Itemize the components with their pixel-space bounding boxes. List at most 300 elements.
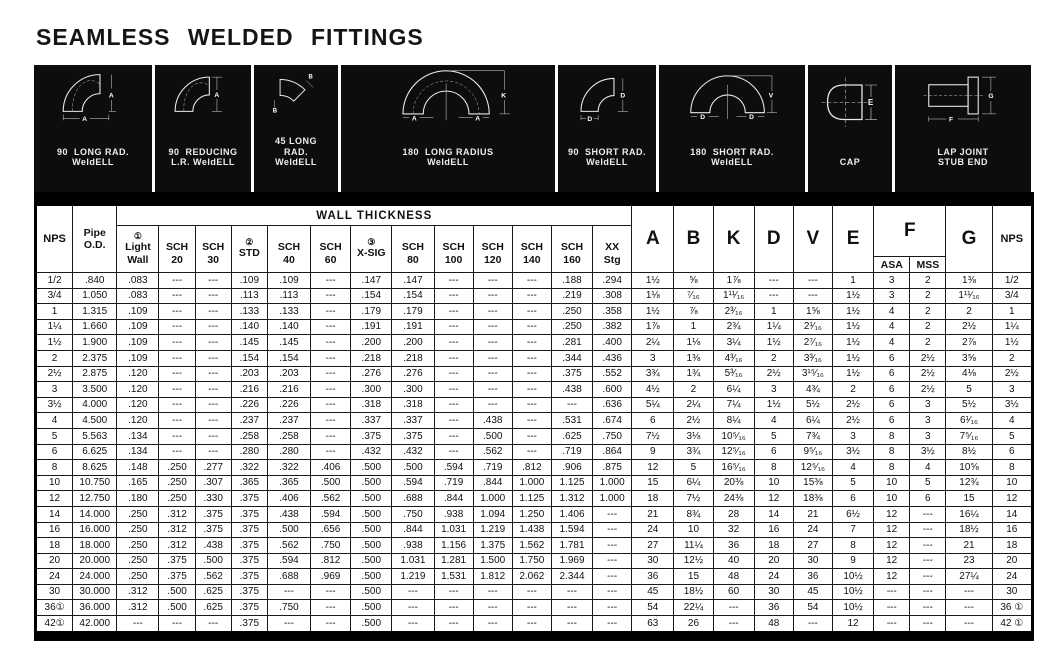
- table-cell: ---: [874, 584, 910, 600]
- table-cell: ---: [754, 273, 793, 289]
- table-cell: 4: [992, 413, 1032, 429]
- table-cell: 2.375: [73, 350, 117, 366]
- table-cell: 1: [832, 273, 873, 289]
- table-cell: .216: [231, 382, 267, 398]
- table-cell: .400: [593, 335, 632, 351]
- table-cell: .625: [195, 600, 231, 616]
- table-cell: .375: [159, 569, 195, 585]
- table-cell: 18: [632, 491, 674, 507]
- table-cell: 7: [832, 522, 873, 538]
- table-row: [36, 475, 1033, 491]
- table-cell: 2: [910, 319, 946, 335]
- table-body: [36, 273, 1033, 636]
- table-row: [36, 350, 1033, 366]
- table-cell: 45: [632, 584, 674, 600]
- table-cell: 12: [754, 491, 793, 507]
- table-cell: ---: [593, 616, 632, 636]
- table-cell: ---: [159, 273, 195, 289]
- table-cell: .906: [551, 460, 592, 476]
- table-cell: .750: [267, 600, 310, 616]
- table-cell: ---: [512, 335, 551, 351]
- table-cell: .154: [351, 288, 392, 304]
- table-cell: .674: [593, 413, 632, 429]
- table-cell: 8½: [946, 444, 992, 460]
- col-header-e: E: [832, 199, 873, 273]
- table-cell: 3⅛: [674, 428, 713, 444]
- table-cell: ---: [195, 288, 231, 304]
- elbow-90-long-radius-icon: [37, 67, 149, 125]
- dim-label: A: [82, 115, 88, 123]
- table-cell: ---: [910, 600, 946, 616]
- table-cell: .109: [117, 350, 159, 366]
- table-cell: 6¼: [793, 413, 832, 429]
- table-cell: ---: [473, 319, 512, 335]
- table-cell: 2⅞: [946, 335, 992, 351]
- table-cell: 48: [754, 616, 793, 636]
- table-cell: .840: [73, 273, 117, 289]
- table-cell: ---: [195, 382, 231, 398]
- table-cell: 2½: [832, 397, 873, 413]
- table-cell: ---: [593, 600, 632, 616]
- table-cell: 11¼: [674, 538, 713, 554]
- table-cell: 1.594: [551, 522, 592, 538]
- table-cell: .594: [434, 460, 473, 476]
- table-cell: .191: [392, 319, 434, 335]
- table-cell: 6¼: [713, 382, 754, 398]
- table-cell: ---: [434, 350, 473, 366]
- table-cell: 10½: [832, 600, 873, 616]
- table-cell: 4: [910, 460, 946, 476]
- table-cell: 36①: [36, 600, 73, 616]
- table-cell: 2¾: [713, 319, 754, 335]
- table-cell: 3¼: [713, 335, 754, 351]
- table-cell: 10: [754, 475, 793, 491]
- table-cell: .844: [434, 491, 473, 507]
- table-cell: .438: [267, 506, 310, 522]
- table-cell: .154: [231, 350, 267, 366]
- table-cell: ---: [473, 335, 512, 351]
- table-cell: 2½: [674, 413, 713, 429]
- table-cell: ---: [910, 616, 946, 636]
- table-cell: .594: [311, 506, 351, 522]
- table-cell: 48: [713, 569, 754, 585]
- table-cell: 1¹¹⁄₁₆: [946, 288, 992, 304]
- table-cell: .500: [392, 460, 434, 476]
- table-cell: 1: [754, 304, 793, 320]
- table-cell: 1.125: [551, 475, 592, 491]
- table-cell: 3/4: [36, 288, 73, 304]
- table-cell: .365: [231, 475, 267, 491]
- table-cell: .500: [473, 428, 512, 444]
- table-cell: .083: [117, 273, 159, 289]
- table-cell: ---: [910, 506, 946, 522]
- table-cell: 42.000: [73, 616, 117, 636]
- table-cell: ---: [512, 350, 551, 366]
- table-cell: .436: [593, 350, 632, 366]
- table-cell: 2¹⁄₁₆: [793, 319, 832, 335]
- table-cell: .120: [117, 413, 159, 429]
- table-cell: 24: [632, 522, 674, 538]
- table-cell: 2⁷⁄₁₆: [793, 335, 832, 351]
- table-cell: .938: [434, 506, 473, 522]
- table-cell: 12: [874, 506, 910, 522]
- table-cell: .307: [195, 475, 231, 491]
- table-cell: 15: [632, 475, 674, 491]
- table-cell: 10½: [832, 584, 873, 600]
- table-cell: 2: [992, 350, 1032, 366]
- table-cell: ---: [311, 616, 351, 636]
- table-cell: ---: [593, 584, 632, 600]
- table-cell: ---: [195, 428, 231, 444]
- table-cell: 42①: [36, 616, 73, 636]
- diagram-90-reducing-lr-weldell: [155, 65, 251, 192]
- table-cell: 2: [754, 350, 793, 366]
- table-cell: 30.000: [73, 584, 117, 600]
- table-cell: 7¼: [713, 397, 754, 413]
- table-cell: .562: [195, 569, 231, 585]
- table-cell: 2½: [910, 350, 946, 366]
- diagram-caption: 45 LONG RAD. WeldELL: [274, 135, 317, 168]
- table-cell: 1⅞: [713, 273, 754, 289]
- table-cell: 21: [793, 506, 832, 522]
- table-cell: ---: [434, 428, 473, 444]
- table-cell: .500: [351, 475, 392, 491]
- table-cell: .750: [593, 428, 632, 444]
- table-cell: .280: [231, 444, 267, 460]
- table-cell: 10⁵⁄₁₆: [713, 428, 754, 444]
- elbow-90-reducing-icon: [157, 67, 249, 125]
- table-cell: ---: [159, 304, 195, 320]
- table-cell: 12: [874, 522, 910, 538]
- diagram-90-short-rad-weldell: [558, 65, 656, 192]
- table-cell: ---: [512, 428, 551, 444]
- table-cell: 1½: [832, 304, 873, 320]
- fittings-dimension-table: [34, 192, 1034, 641]
- return-180-long-radius-icon: [344, 67, 552, 125]
- table-cell: 1.219: [392, 569, 434, 585]
- table-cell: .109: [231, 273, 267, 289]
- table-cell: .406: [311, 460, 351, 476]
- table-cell: .154: [392, 288, 434, 304]
- table-cell: ---: [593, 538, 632, 554]
- table-cell: 1.406: [551, 506, 592, 522]
- table-cell: 3½: [36, 397, 73, 413]
- table-cell: 1.050: [73, 288, 117, 304]
- diagram-90-long-rad-weldell: [34, 65, 152, 192]
- table-cell: 2¼: [674, 397, 713, 413]
- table-cell: 40: [713, 553, 754, 569]
- table-cell: 8: [874, 428, 910, 444]
- table-cell: ---: [512, 366, 551, 382]
- table-cell: .250: [117, 522, 159, 538]
- table-cell: ---: [195, 304, 231, 320]
- table-cell: 5: [36, 428, 73, 444]
- dim-label: D: [700, 114, 706, 122]
- table-cell: .312: [159, 506, 195, 522]
- table-cell: ---: [434, 288, 473, 304]
- table-cell: 21: [632, 506, 674, 522]
- table-cell: .365: [267, 475, 310, 491]
- table-cell: ---: [434, 397, 473, 413]
- table-cell: 8: [992, 460, 1032, 476]
- table-cell: ---: [551, 616, 592, 636]
- table-cell: 14.000: [73, 506, 117, 522]
- table-cell: 1/2: [36, 273, 73, 289]
- table-cell: .250: [551, 319, 592, 335]
- table-cell: .147: [392, 273, 434, 289]
- table-cell: 2½: [992, 366, 1032, 382]
- elbow-90-short-radius-icon: [560, 67, 654, 125]
- table-cell: 8: [874, 460, 910, 476]
- col-header-light-wall: ① Light Wall: [117, 226, 159, 273]
- table-cell: 3: [992, 382, 1032, 398]
- table-cell: .191: [351, 319, 392, 335]
- table-cell: .500: [159, 600, 195, 616]
- table-cell: .500: [351, 616, 392, 636]
- table-cell: 9⁵⁄₁₆: [793, 444, 832, 460]
- table-cell: ---: [195, 273, 231, 289]
- table-cell: .625: [195, 584, 231, 600]
- table-cell: .375: [231, 506, 267, 522]
- table-cell: ---: [512, 288, 551, 304]
- table-cell: 1.660: [73, 319, 117, 335]
- table-cell: ---: [311, 304, 351, 320]
- table-cell: ---: [473, 600, 512, 616]
- table-cell: .531: [551, 413, 592, 429]
- elbow-45-long-radius-icon: [256, 67, 336, 115]
- table-cell: 1.438: [512, 522, 551, 538]
- table-cell: .600: [593, 382, 632, 398]
- table-cell: ---: [946, 584, 992, 600]
- table-cell: 1⅜: [946, 273, 992, 289]
- table-cell: .300: [351, 382, 392, 398]
- table-row: [36, 538, 1033, 554]
- table-cell: ---: [159, 428, 195, 444]
- table-cell: 1.781: [551, 538, 592, 554]
- table-cell: 4½: [632, 382, 674, 398]
- table-cell: .688: [392, 491, 434, 507]
- table-row: [36, 569, 1033, 585]
- table-cell: .200: [392, 335, 434, 351]
- dim-label: E: [867, 98, 874, 108]
- table-cell: ---: [946, 600, 992, 616]
- table-cell: ---: [713, 616, 754, 636]
- table-cell: 1⅜: [674, 350, 713, 366]
- table-cell: 1.375: [473, 538, 512, 554]
- header-row-groups: [36, 199, 1033, 226]
- table-cell: 5: [674, 460, 713, 476]
- col-header-sch-160: SCH 160: [551, 226, 592, 273]
- table-cell: 3¾: [674, 444, 713, 460]
- col-header-v: V: [793, 199, 832, 273]
- table-cell: 18⅜: [793, 491, 832, 507]
- table-row: [36, 319, 1033, 335]
- table-cell: ---: [473, 288, 512, 304]
- table-cell: 24: [793, 522, 832, 538]
- table-cell: ---: [392, 616, 434, 636]
- table-cell: 16: [754, 522, 793, 538]
- table-cell: 4.500: [73, 413, 117, 429]
- table-cell: 20.000: [73, 553, 117, 569]
- table-cell: .500: [311, 475, 351, 491]
- table-cell: .300: [392, 382, 434, 398]
- table-cell: .594: [392, 475, 434, 491]
- table-cell: 4: [36, 413, 73, 429]
- table-cell: .250: [117, 553, 159, 569]
- table-cell: .281: [551, 335, 592, 351]
- table-cell: .258: [231, 428, 267, 444]
- table-cell: 2: [910, 304, 946, 320]
- diagram-180-short-rad-weldell: [659, 65, 805, 192]
- table-cell: 3½: [832, 444, 873, 460]
- table-cell: ---: [392, 600, 434, 616]
- table-cell: ---: [551, 397, 592, 413]
- table-cell: 12: [992, 491, 1032, 507]
- table-cell: 24: [754, 569, 793, 585]
- table-cell: ---: [434, 600, 473, 616]
- table-cell: .636: [593, 397, 632, 413]
- table-cell: 1⅝: [793, 304, 832, 320]
- table-cell: ---: [311, 382, 351, 398]
- col-header-b: B: [674, 199, 713, 273]
- table-cell: .500: [267, 522, 310, 538]
- table-cell: .148: [117, 460, 159, 476]
- table-cell: 24: [36, 569, 73, 585]
- fitting-diagrams-strip: [34, 65, 1034, 192]
- col-group-wall-thickness: WALL THICKNESS: [117, 199, 632, 226]
- table-cell: ---: [159, 616, 195, 636]
- table-cell: .276: [351, 366, 392, 382]
- table-cell: 36: [632, 569, 674, 585]
- table-cell: ---: [434, 319, 473, 335]
- table-cell: .344: [551, 350, 592, 366]
- dim-label: G: [988, 93, 994, 101]
- table-cell: 7½: [674, 491, 713, 507]
- table-cell: 3: [910, 428, 946, 444]
- table-cell: ---: [793, 273, 832, 289]
- table-cell: .375: [231, 538, 267, 554]
- dim-label: A: [214, 91, 220, 99]
- table-cell: .844: [473, 475, 512, 491]
- table-cell: .120: [117, 382, 159, 398]
- table-cell: .140: [231, 319, 267, 335]
- table-cell: 1⅞: [632, 319, 674, 335]
- table-cell: 14: [36, 506, 73, 522]
- table-cell: .237: [267, 413, 310, 429]
- table-cell: 1/2: [992, 273, 1032, 289]
- table-cell: 1¼: [754, 319, 793, 335]
- table-cell: 6: [832, 491, 873, 507]
- table-cell: 1½: [754, 335, 793, 351]
- table-cell: .312: [117, 600, 159, 616]
- table-cell: 3¹⁵⁄₁₆: [793, 366, 832, 382]
- table-cell: .276: [392, 366, 434, 382]
- table-cell: .258: [267, 428, 310, 444]
- table-cell: ---: [195, 413, 231, 429]
- table-cell: ---: [910, 569, 946, 585]
- table-cell: 20: [36, 553, 73, 569]
- table-cell: ---: [311, 350, 351, 366]
- table-cell: 2½: [754, 366, 793, 382]
- table-row: [36, 522, 1033, 538]
- table-cell: 5¼: [632, 397, 674, 413]
- table-cell: .312: [159, 538, 195, 554]
- table-cell: .134: [117, 428, 159, 444]
- table-cell: 8: [874, 444, 910, 460]
- table-cell: ---: [551, 584, 592, 600]
- table-cell: 1.900: [73, 335, 117, 351]
- table-cell: 10.750: [73, 475, 117, 491]
- dim-label: D: [620, 92, 626, 100]
- table-cell: 9: [832, 553, 873, 569]
- dim-label: A: [411, 115, 417, 123]
- dim-label: B: [308, 74, 313, 81]
- table-row: [36, 288, 1033, 304]
- table-cell: ---: [512, 584, 551, 600]
- table-cell: .656: [311, 522, 351, 538]
- table-cell: ---: [159, 397, 195, 413]
- col-header-k: K: [713, 199, 754, 273]
- table-cell: 6: [874, 350, 910, 366]
- table-row: [36, 397, 1033, 413]
- table-cell: ---: [793, 616, 832, 636]
- table-cell: 1¼: [992, 319, 1032, 335]
- table-cell: 30: [992, 584, 1032, 600]
- table-cell: .438: [473, 413, 512, 429]
- table-cell: 18: [754, 538, 793, 554]
- table-cell: 6: [36, 444, 73, 460]
- table-cell: 1.315: [73, 304, 117, 320]
- table-cell: .154: [267, 350, 310, 366]
- dim-label: B: [272, 108, 278, 115]
- table-cell: 6¹⁄₁₆: [946, 413, 992, 429]
- table-cell: .109: [117, 335, 159, 351]
- table-cell: ---: [473, 366, 512, 382]
- table-cell: 15⅜: [793, 475, 832, 491]
- table-cell: 1¾: [674, 366, 713, 382]
- dim-label: K: [501, 92, 507, 100]
- col-header-nps-right: NPS: [992, 199, 1032, 273]
- table-cell: .250: [159, 460, 195, 476]
- cap-icon: [810, 67, 890, 136]
- table-cell: 7⁵⁄₁₆: [946, 428, 992, 444]
- table-row: [36, 335, 1033, 351]
- table-cell: 2½: [832, 413, 873, 429]
- table-cell: ---: [159, 413, 195, 429]
- table-cell: 22¼: [674, 600, 713, 616]
- table-cell: .113: [231, 288, 267, 304]
- col-header-std: ② STD: [231, 226, 267, 273]
- table-cell: 30: [793, 553, 832, 569]
- table-cell: .562: [267, 538, 310, 554]
- table-cell: ---: [754, 288, 793, 304]
- table-cell: 1½: [632, 273, 674, 289]
- table-cell: 5.563: [73, 428, 117, 444]
- table-cell: ---: [311, 428, 351, 444]
- table-cell: 2.062: [512, 569, 551, 585]
- table-cell: 5½: [793, 397, 832, 413]
- table-cell: 12⁵⁄₁₆: [793, 460, 832, 476]
- table-cell: ---: [473, 304, 512, 320]
- table-cell: 1⅛: [632, 288, 674, 304]
- table-cell: ---: [512, 397, 551, 413]
- table-cell: ---: [551, 600, 592, 616]
- table-cell: ---: [311, 600, 351, 616]
- table-cell: 2: [946, 304, 992, 320]
- table-cell: 4: [832, 460, 873, 476]
- table-cell: 30: [632, 553, 674, 569]
- table-cell: .147: [351, 273, 392, 289]
